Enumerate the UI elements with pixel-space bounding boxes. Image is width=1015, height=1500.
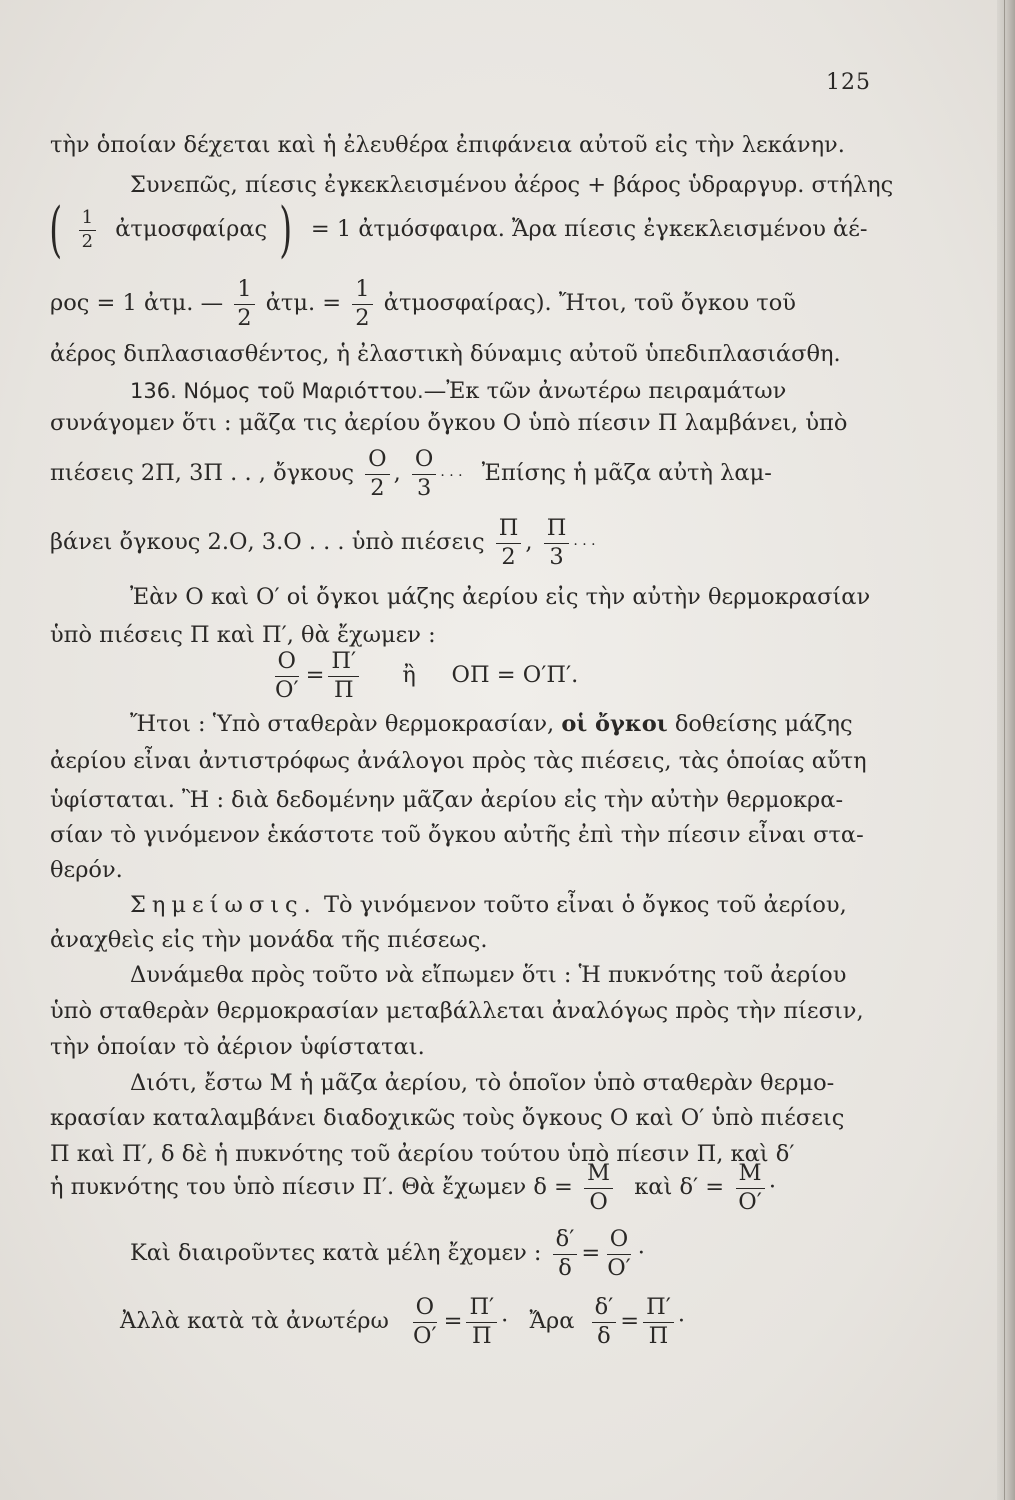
fraction-denominator: Ο′ <box>275 676 299 703</box>
text-line-16: σίαν τὸ γινόμενον ἑκάστοτε τοῦ ὄγκου αὐτῆς ἐπὶ τὴν πίεσιν εἶναι στα- <box>50 822 864 848</box>
text-line-17: θερόν. <box>50 857 123 883</box>
period: · <box>501 1308 509 1335</box>
fraction-pp-p <box>643 1296 674 1348</box>
text-line-25: Π καὶ Π′, δ δὲ ἡ πυκνότης τοῦ ἀερίου τούτου ὑπὸ πίεσιν Π, καὶ δ′ <box>50 1141 795 1167</box>
fraction-numerator: δ′ <box>553 1228 578 1255</box>
text-segment: ρος = 1 ἀτμ. — <box>50 290 224 317</box>
equation-boyle <box>268 650 578 702</box>
text-line-9 <box>50 517 596 569</box>
text-line-28 <box>120 1296 685 1348</box>
text-line-11: ὑπὸ πιέσεις Π καὶ Π′, θὰ ἔχωμεν : <box>50 622 436 648</box>
emphasis-text: οἱ ὄγκοι <box>561 711 668 737</box>
text-segment: = 1 ἀτμόσφαιρα. Ἄρα πίεσις ἐγκεκλεισμένου ἀέ- <box>310 216 868 242</box>
fraction-numerator: Ο <box>365 448 389 475</box>
text-line-27 <box>130 1228 645 1280</box>
comma: , <box>525 529 533 556</box>
text-segment: Ἤτοι : Ὑπὸ σταθερὰν θερμοκρασίαν, <box>130 711 555 737</box>
text-line-1: τὴν ὁποίαν δέχεται καὶ ἡ ἐλευθέρα ἐπιφάνεια αὐτοῦ εἰς τὴν λεκάνην. <box>50 132 845 158</box>
fraction-denominator: 2 <box>81 230 94 252</box>
text-segment: Ἀλλὰ κατὰ τὰ ἀνωτέρω <box>120 1308 389 1335</box>
text-line-18 <box>130 894 847 917</box>
text-segment: πιέσεις 2Π, 3Π . . , ὄγκους <box>50 460 354 487</box>
fraction-half <box>352 278 372 330</box>
equals-sign: = <box>581 1240 601 1267</box>
text-segment: —Ἐκ τῶν ἀνωτέρω πειραμάτων <box>423 378 787 404</box>
fraction-pp-p <box>466 1296 497 1348</box>
text-segment: βάνει ὄγκους 2.Ο, 3.Ο . . . ὑπὸ πιέσεις <box>50 529 485 556</box>
text-line-14: ἀερίου εἶναι ἀντιστρόφως ἀνάλογοι πρὸς τὰς πιέσεις, τὰς ὁποίας αὔτη <box>50 748 867 774</box>
text-segment: Τὸ γινόμενον τοῦτο εἶναι ὁ ὄγκος τοῦ ἀερίου, <box>323 892 847 918</box>
fraction-denominator: Π <box>471 1322 492 1349</box>
fraction-numerator: Ο <box>275 650 299 677</box>
fraction-denominator: 2 <box>237 304 252 331</box>
page-edge <box>997 0 1015 1500</box>
fraction-numerator: δ′ <box>592 1296 617 1323</box>
section-heading: 136. Νόμος τοῦ Μαριόττου. <box>130 379 424 403</box>
fraction-d-d <box>592 1296 617 1348</box>
text-line-23: Διότι, ἔστω Μ ἡ μᾶζα ἀερίου, τὸ ὁποῖον ὑπὸ σταθερὰν θερμο- <box>130 1070 835 1096</box>
text-segment: Ἄρα <box>529 1308 575 1335</box>
fraction-numerator: Π′ <box>466 1296 497 1323</box>
text-line-21: ὑπὸ σταθερὰν θερμοκρασίαν μεταβάλλεται ἀναλόγως πρὸς τὴν πίεσιν, <box>50 998 864 1024</box>
fraction-p-2 <box>496 517 522 569</box>
fraction-numerator: Π <box>496 517 522 544</box>
text-line-8 <box>50 448 772 500</box>
fraction-m-op <box>735 1162 765 1214</box>
fraction-numerator: 1 <box>79 209 96 231</box>
fraction-numerator: Π <box>544 517 570 544</box>
text-segment: ἀτμοσφαίρας). Ἤτοι, τοῦ ὄγκου τοῦ <box>383 290 796 317</box>
text-line-19: ἀναχθεὶς εἰς τὴν μονάδα τῆς πιέσεως. <box>50 927 488 953</box>
text-line-15: ὑφίσταται. Ἢ : διὰ δεδομένην μᾶζαν ἀερίου εἰς τὴν αὐτὴν θερμοκρα- <box>50 787 844 813</box>
page-number: 125 <box>826 70 871 95</box>
text-segment: ἀτμ. = <box>265 290 342 317</box>
text-line-5: ἀέρος διπλασιασθέντος, ἡ ἐλαστικὴ δύναμις αὐτοῦ ὑπεδιπλασιάσθη. <box>50 341 841 367</box>
equals-sign: = <box>305 662 325 689</box>
fraction-denominator: 3 <box>549 543 564 570</box>
text-line-20: Δυνάμεθα πρὸς τοῦτο νὰ εἴπωμεν ὅτι : Ἡ πυκνότης τοῦ ἀερίου <box>130 962 847 988</box>
text-line-3 <box>44 195 868 265</box>
fraction-half <box>79 206 96 252</box>
fraction-o-op <box>604 1228 634 1280</box>
open-paren: ( <box>49 195 63 265</box>
period: · <box>637 1240 645 1267</box>
fraction-o-op <box>272 650 302 702</box>
text-segment: Καὶ διαιροῦντες κατὰ μέλη ἔχομεν : <box>130 1240 542 1267</box>
fraction-denominator: 2 <box>370 474 385 501</box>
fraction-numerator: Π′ <box>328 650 359 677</box>
fraction-denominator: Ο′ <box>738 1188 762 1215</box>
text-line-10: Ἐὰν Ο καὶ Ο′ οἱ ὄγκοι μάζης ἀερίου εἰς τὴν αὐτὴν θερμοκρασίαν <box>130 584 871 610</box>
fraction-d-d <box>553 1228 578 1280</box>
equals-sign: = <box>620 1308 640 1335</box>
fraction-p-3 <box>544 517 570 569</box>
fraction-numerator: Ο <box>607 1228 631 1255</box>
page-edge-line <box>1004 0 1005 1500</box>
section-heading-line <box>130 380 786 403</box>
text-segment: Ἐπίσης ἡ μᾶζα αὐτὴ λαμ- <box>481 460 772 487</box>
period: · <box>677 1308 685 1335</box>
fraction-denominator: Ο′ <box>413 1322 437 1349</box>
text-line-4 <box>50 278 796 330</box>
text-line-26 <box>50 1162 776 1214</box>
fraction-o-3 <box>412 448 436 500</box>
fraction-denominator: Π <box>648 1322 669 1349</box>
fraction-denominator: Ο <box>589 1188 608 1215</box>
text-line-2: Συνεπῶς, πίεσις ἐγκεκλεισμένου ἀέρος + βάρος ὑδραργυρ. στήλης <box>130 172 894 198</box>
fraction-m-o <box>584 1162 613 1214</box>
fraction-o-op <box>410 1296 440 1348</box>
comma: , <box>393 460 401 487</box>
fraction-numerator: Μ <box>736 1162 765 1189</box>
fraction-denominator: 2 <box>501 543 516 570</box>
fraction-denominator: 2 <box>355 304 370 331</box>
text-segment: καὶ δ′ = <box>634 1174 725 1201</box>
fraction-numerator: Ο <box>412 448 436 475</box>
text-segment: δοθείσης μάζης <box>674 711 853 737</box>
equals-sign: = <box>443 1308 463 1335</box>
fraction-half <box>234 278 254 330</box>
close-paren: ) <box>279 195 293 265</box>
fraction-numerator: Μ <box>584 1162 613 1189</box>
text-line-7: συνάγομεν ὅτι : μᾶζα τις ἀερίου ὄγκου Ο ὑπὸ πίεσιν Π λαμβάνει, ὑπὸ <box>50 410 848 436</box>
fraction-pp-p <box>328 650 359 702</box>
fraction-numerator: 1 <box>234 278 254 305</box>
note-label: Σημείωσις. <box>130 892 317 918</box>
text-segment: ἢ ΟΠ = Ο′Π′. <box>402 662 579 689</box>
fraction-denominator: Π <box>333 676 354 703</box>
text-segment: ἀτμοσφαίρας <box>115 216 268 242</box>
fraction-denominator: δ <box>558 1254 572 1281</box>
fraction-denominator: Ο′ <box>607 1254 631 1281</box>
fraction-denominator: δ <box>597 1322 611 1349</box>
fraction-numerator: 1 <box>352 278 372 305</box>
fraction-o-2 <box>365 448 389 500</box>
text-line-24: κρασίαν καταλαμβάνει διαδοχικῶς τοὺς ὄγκους Ο καὶ Ο′ ὑπὸ πιέσεις <box>50 1105 845 1131</box>
ellipsis: · · · <box>573 537 596 554</box>
text-line-22: τὴν ὁποίαν τὸ ἀέριον ὑφίσταται. <box>50 1034 425 1060</box>
period: · <box>768 1174 776 1201</box>
fraction-numerator: Ο <box>413 1296 437 1323</box>
fraction-numerator: Π′ <box>643 1296 674 1323</box>
text-segment: ἡ πυκνότης του ὑπὸ πίεσιν Π′. Θὰ ἔχωμεν δ = <box>50 1174 573 1201</box>
ellipsis: · · · <box>440 468 463 485</box>
text-line-13 <box>130 713 853 736</box>
fraction-denominator: 3 <box>416 474 432 501</box>
